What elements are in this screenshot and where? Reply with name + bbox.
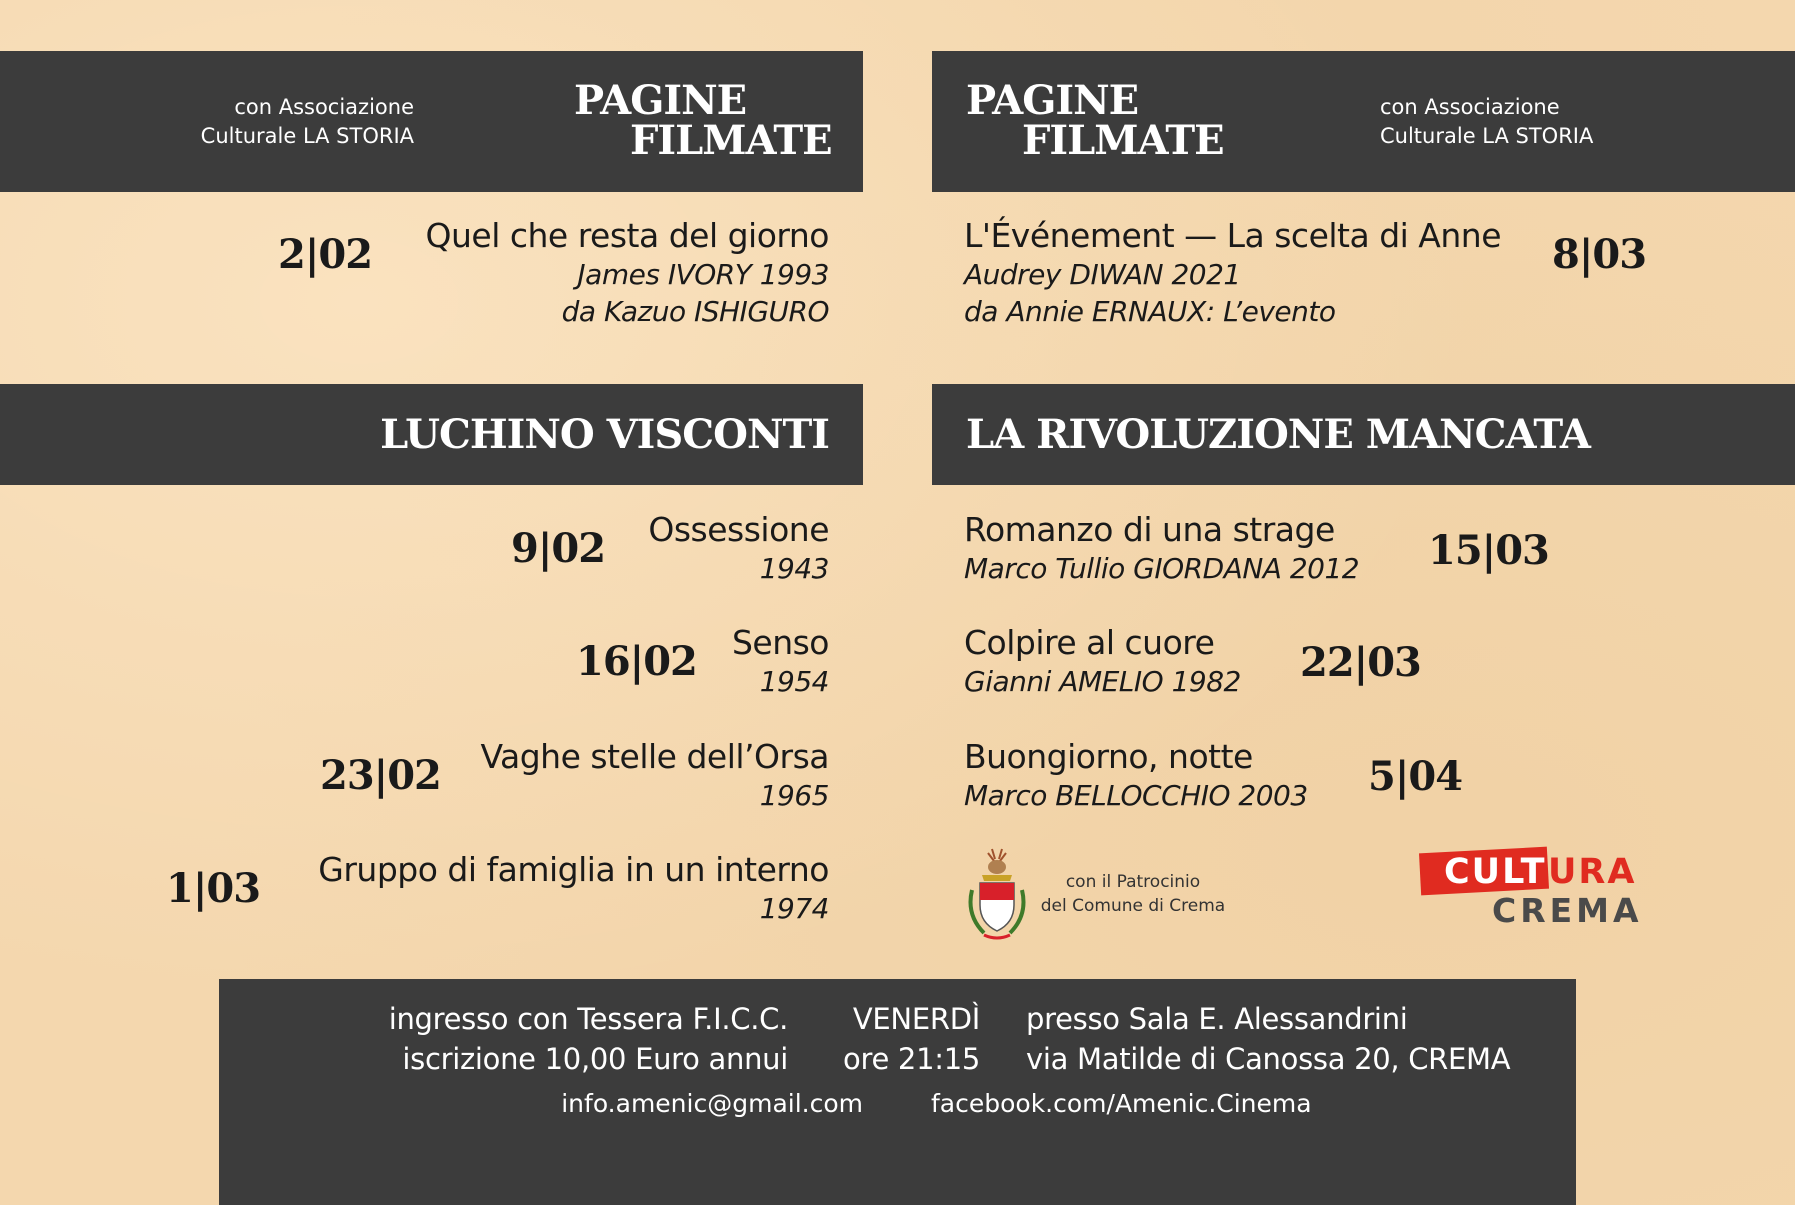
ticket-line-1: ingresso con Tessera F.I.C.C. [388, 1002, 788, 1036]
ticket-line-2: iscrizione 10,00 Euro annui [402, 1042, 788, 1076]
film-entry-romanzo [964, 510, 1384, 587]
film-date: 2|02 [278, 231, 373, 278]
crema-word: CREMA [1492, 891, 1643, 930]
film-title: Romanzo di una strage [964, 510, 1335, 549]
film-director: Audrey DIWAN 2021 [964, 258, 1241, 291]
schedule-line-2: ore 21:15 [843, 1042, 980, 1076]
section-title: LUCHINO VISCONTI [380, 411, 829, 458]
film-date: 15|03 [1428, 527, 1549, 574]
cultura-word-b: URA [1548, 852, 1637, 892]
coat-of-arms-icon [962, 845, 1032, 945]
footer-schedule [810, 999, 980, 1079]
logo-line-1: PAGINE [574, 77, 747, 124]
association-line-2: Culturale LA STORIA [200, 124, 414, 148]
header-bar-right [932, 51, 1795, 192]
patrocinio-text [1038, 870, 1228, 918]
film-year: 1974 [759, 892, 829, 925]
film-entry-buongiorno [964, 737, 1344, 814]
logo-line-1: PAGINE [966, 77, 1139, 124]
film-date: 9|02 [511, 525, 606, 572]
film-title: Gruppo di famiglia in un interno [318, 850, 829, 889]
film-date: 1|03 [166, 865, 261, 912]
film-year: 1943 [759, 552, 829, 585]
film-title: Vaghe stelle dell’Orsa [480, 737, 829, 776]
film-entry-colpire [964, 623, 1264, 700]
film-entry-senso [429, 623, 829, 700]
film-entry-ossessione [429, 510, 829, 587]
film-title: Quel che resta del giorno [425, 216, 829, 255]
association-line-2: Culturale LA STORIA [1380, 124, 1594, 148]
film-date: 8|03 [1552, 231, 1647, 278]
film-date: 5|04 [1368, 753, 1463, 800]
film-director: James IVORY 1993 [577, 258, 829, 291]
section-bar-visconti [0, 384, 863, 485]
pagine-filmate-logo-left [574, 77, 832, 164]
patrocinio-line-2: del Comune di Crema [1040, 896, 1226, 916]
film-entry-evenement [964, 216, 1524, 330]
association-text-right [1380, 93, 1680, 151]
cultura-word-a: CULT [1444, 852, 1547, 892]
footer-venue [1026, 999, 1566, 1079]
film-director: Marco Tullio GIORDANA 2012 [964, 552, 1360, 585]
film-entry-gruppo-di-famiglia [249, 850, 829, 927]
footer-email-link[interactable]: info.amenic@gmail.com [561, 1089, 863, 1118]
header-bar-left [0, 51, 863, 192]
film-director: Marco BELLOCCHIO 2003 [964, 779, 1308, 812]
film-source: da Annie ERNAUX: L’evento [964, 295, 1336, 328]
film-year: 1954 [759, 665, 829, 698]
cultura-crema-logo [1418, 846, 1643, 930]
logo-line-2: FILMATE [1022, 117, 1224, 164]
film-entry-quel-che-resta [269, 216, 829, 330]
footer-facebook-link[interactable]: facebook.com/Amenic.Cinema [931, 1089, 1312, 1118]
venue-line-2: via Matilde di Canossa 20, CREMA [1026, 1042, 1511, 1076]
film-entry-vaghe-stelle [369, 737, 829, 814]
film-title: Colpire al cuore [964, 623, 1215, 662]
footer-bar [219, 979, 1576, 1205]
venue-line-1: presso Sala E. Alessandrini [1026, 1002, 1408, 1036]
film-date: 22|03 [1300, 639, 1421, 686]
footer-ticket-info [288, 999, 788, 1079]
section-bar-rivoluzione [932, 384, 1795, 485]
pagine-filmate-logo-right [966, 77, 1224, 164]
film-source: da Kazuo ISHIGURO [561, 295, 829, 328]
film-title: Senso [731, 623, 829, 662]
film-title: Ossessione [648, 510, 829, 549]
section-title: LA RIVOLUZIONE MANCATA [966, 411, 1590, 458]
film-title: Buongiorno, notte [964, 737, 1253, 776]
association-text-left [114, 93, 414, 151]
association-line-1: con Associazione [1380, 95, 1560, 119]
schedule-line-1: VENERDÌ [852, 1002, 980, 1036]
association-line-1: con Associazione [234, 95, 414, 119]
film-director: Gianni AMELIO 1982 [964, 665, 1241, 698]
film-date: 16|02 [576, 638, 697, 685]
film-title: L'Événement — La scelta di Anne [964, 216, 1502, 255]
film-date: 23|02 [320, 752, 441, 799]
film-year: 1965 [759, 779, 829, 812]
logo-line-2: FILMATE [630, 117, 832, 164]
patrocinio-line-1: con il Patrocinio [1065, 872, 1201, 892]
